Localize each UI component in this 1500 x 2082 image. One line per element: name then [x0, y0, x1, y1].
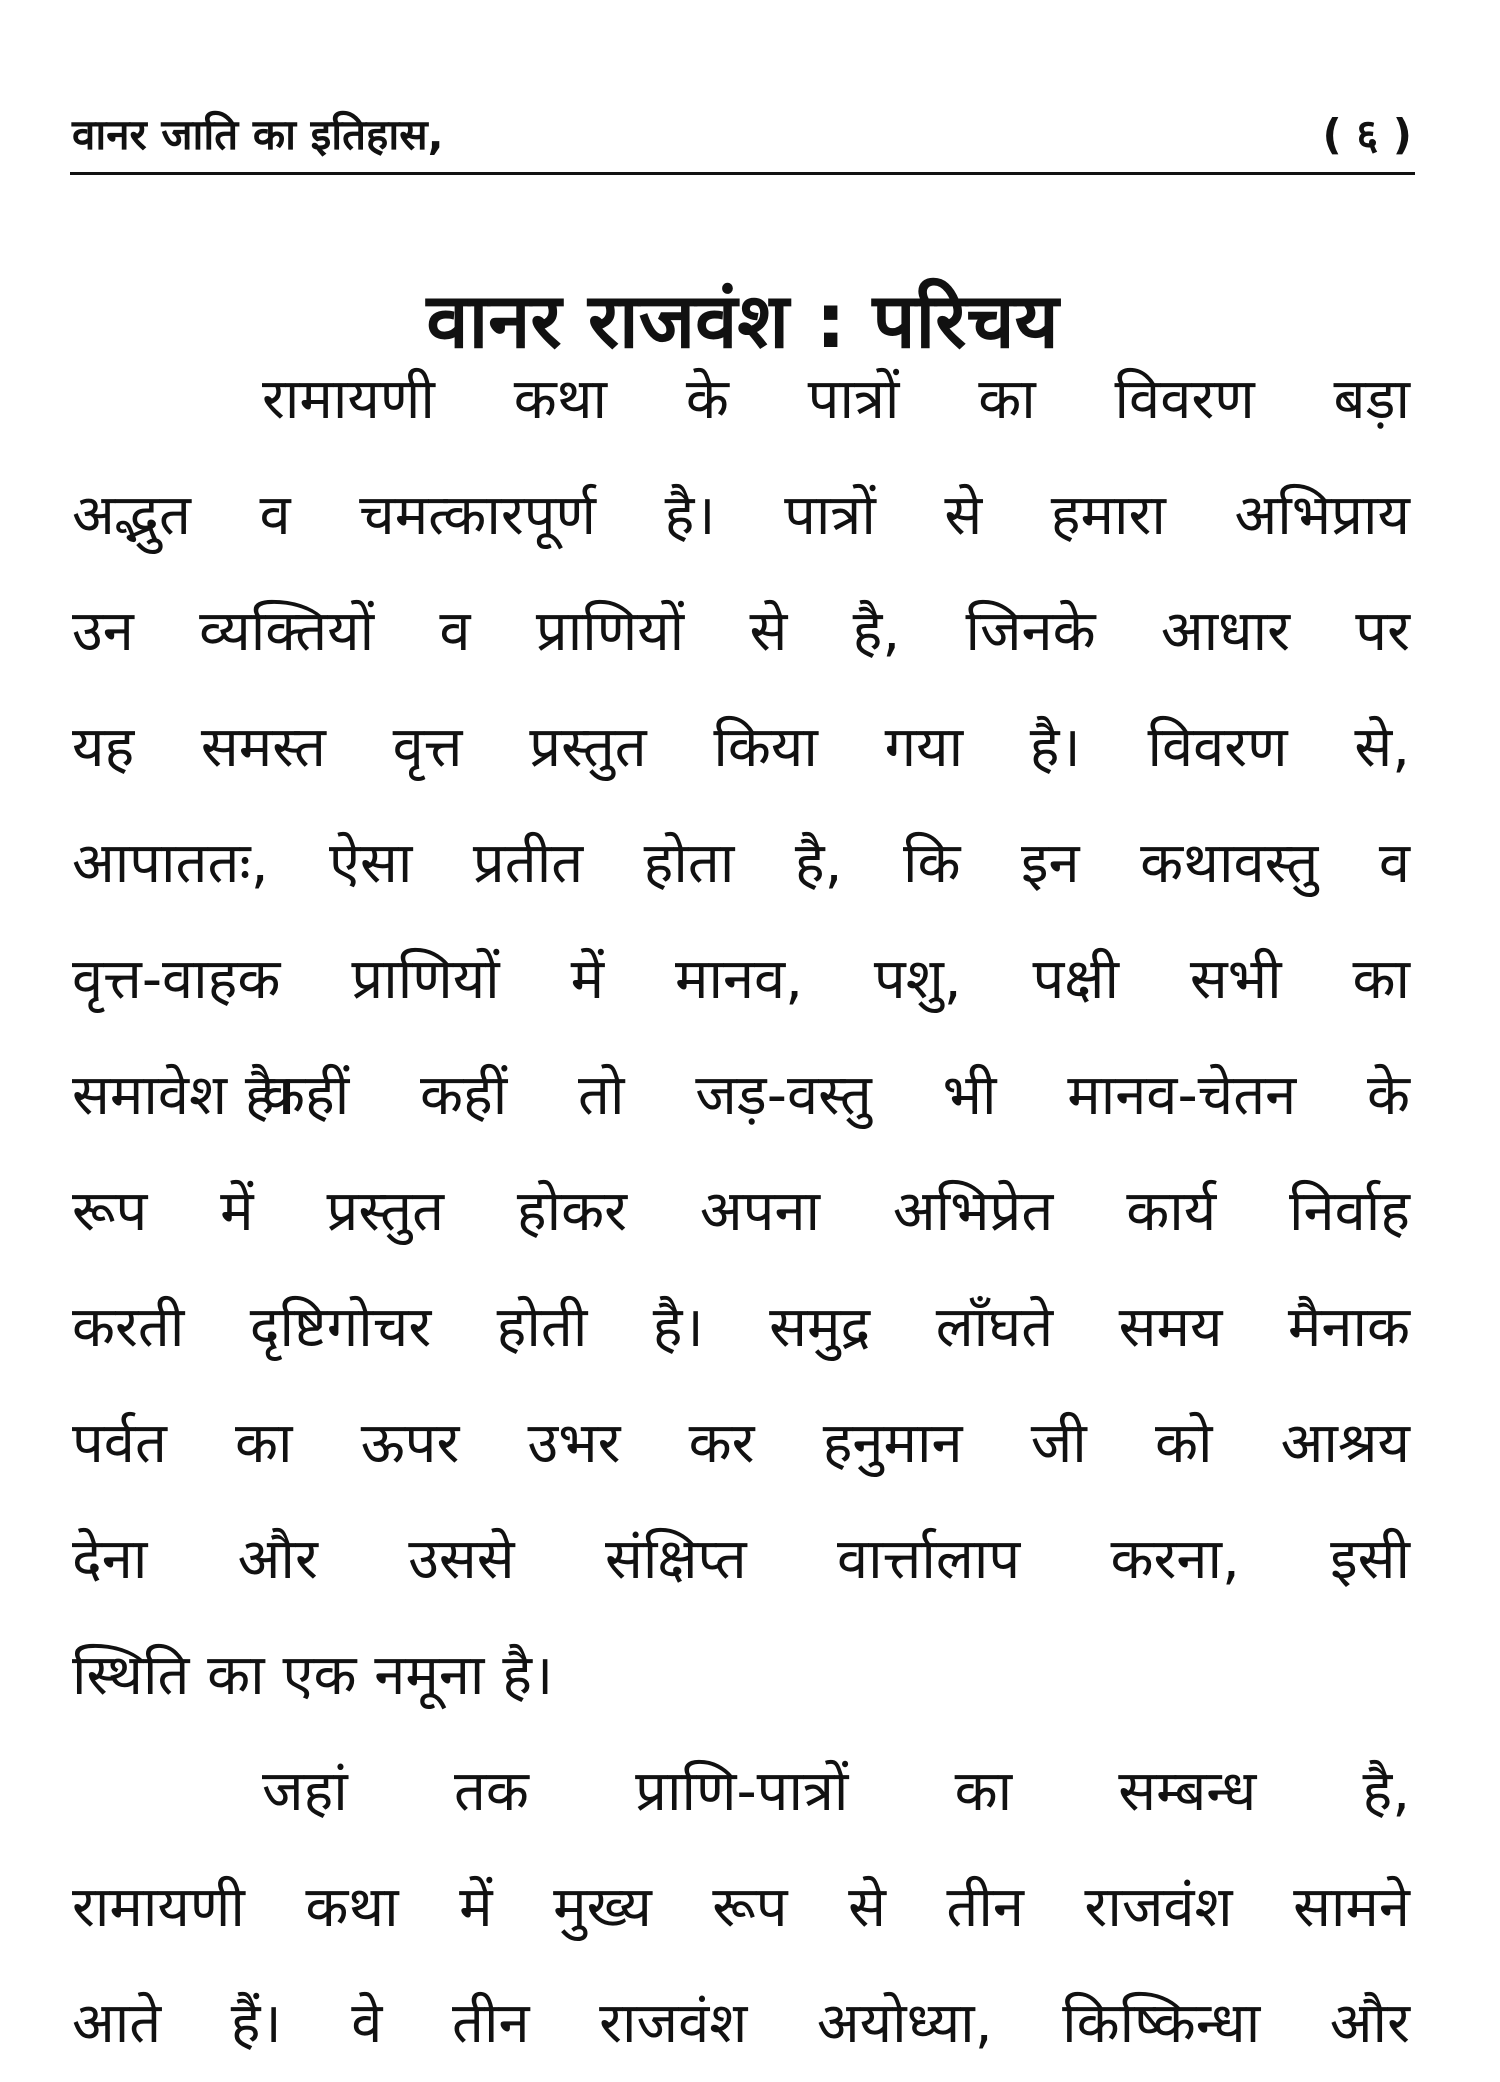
chapter-title: वानर राजवंश : परिचय — [426, 275, 1059, 365]
text-line: जहां तक प्राणि-पात्रों का सम्बन्ध है, — [262, 1759, 1410, 1824]
text-line: देना और उससे संक्षिप्त वार्त्तालाप करना, इसी — [72, 1527, 1410, 1592]
text-line: स्थिति का एक नमूना है। — [72, 1643, 554, 1708]
text-line: रामायणी कथा में मुख्य रूप से तीन राजवंश सामने — [72, 1875, 1410, 1940]
running-header — [72, 100, 1412, 170]
header-rule — [70, 172, 1415, 175]
text-line: वृत्त-वाहक प्राणियों में मानव, पशु, पक्षी सभी का — [72, 947, 1410, 1012]
running-title: वानर जाति का इतिहास, — [72, 110, 444, 159]
text-line: कहीं कहीं तो जड़-वस्तु भी मानव-चेतन के — [262, 1063, 1410, 1128]
text-line: अद्भुत व चमत्कारपूर्ण है। पात्रों से हमारा अभिप्राय — [72, 483, 1410, 548]
text-line: रामायणी कथा के पात्रों का विवरण बड़ा — [262, 367, 1410, 432]
text-line: समावेश है। — [72, 1063, 296, 1128]
paragraph-1 — [72, 342, 1410, 1154]
paragraph-2 — [72, 1038, 1410, 1734]
text-line: करती दृष्टिगोचर होती है। समुद्र लाँघते समय मैनाक — [72, 1295, 1410, 1360]
paragraph-3 — [72, 1734, 1410, 2082]
text-line: उन व्यक्तियों व प्राणियों से है, जिनके आधार पर — [72, 599, 1410, 664]
text-line: यह समस्त वृत्त प्रस्तुत किया गया है। विवरण से, — [72, 715, 1410, 780]
text-line: आते हैं। वे तीन राजवंश अयोध्या, किष्किन्धा और — [72, 1991, 1410, 2056]
text-line: रूप में प्रस्तुत होकर अपना अभिप्रेत कार्य निर्वाह — [72, 1179, 1410, 1244]
page-number: ( ६ ) — [1322, 110, 1412, 159]
text-line: पर्वत का ऊपर उभर कर हनुमान जी को आश्रय — [72, 1411, 1410, 1476]
text-line: आपाततः, ऐसा प्रतीत होता है, कि इन कथावस्तु व — [72, 831, 1410, 896]
